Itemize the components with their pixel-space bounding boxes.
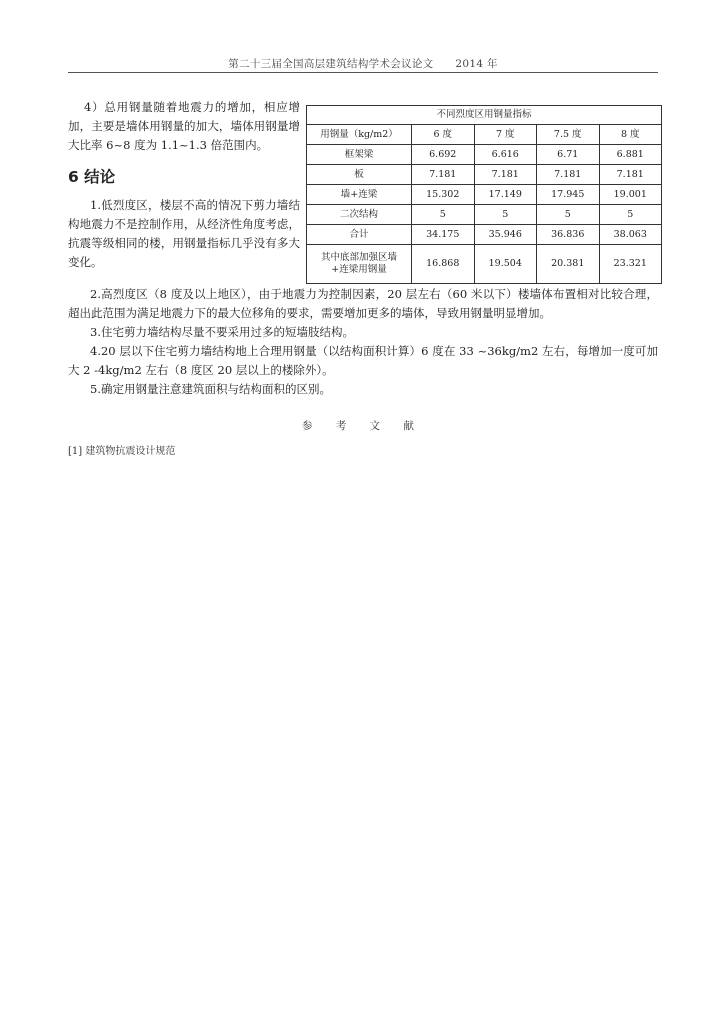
conclusion-2: 2.高烈度区（8 度及以上地区），由于地震力为控制因素，20 层左右（60 米以下）楼墙体布置相对比较合理，超出此范围为满足地震力下的最大位移角的要求，需要增加更多的墙体，导致用钢量明显增加。 — [68, 287, 658, 320]
table-row — [307, 165, 662, 185]
table-cell: 6.881 — [599, 145, 662, 165]
table-row — [307, 145, 662, 165]
conclusion-3: 3.住宅剪力墙结构尽量不要采用过多的短墙肢结构。 — [90, 325, 354, 339]
table-header-cell: 用钢量（kg/m2） — [307, 125, 412, 145]
table-cell: 20.381 — [537, 245, 600, 284]
reference-item: [1] 建筑物抗震设计规范 — [68, 446, 176, 457]
table-header-cell: 7.5 度 — [537, 125, 600, 145]
table-cell: 5 — [599, 205, 662, 225]
conclusion-1: 1.低烈度区，楼层不高的情况下剪力墙结构地震力不是控制作用，从经济性角度考虑，抗震等级相同的楼，用钢量指标几乎没有多大变化。 — [68, 198, 300, 269]
conference-title: 第二十三届全国高层建筑结构学术会议论文 — [228, 58, 434, 70]
row-label: 合计 — [307, 225, 412, 245]
conclusion-5: 5.确定用钢量注意建筑面积与结构面积的区别。 — [90, 382, 331, 396]
table-cell: 7.181 — [537, 165, 600, 185]
row-label-line: +连梁用钢量 — [331, 264, 387, 275]
table-cell: 16.868 — [412, 245, 475, 284]
running-header — [68, 56, 658, 71]
table-cell: 7.181 — [599, 165, 662, 185]
table-row — [307, 205, 662, 225]
header-year: 2014 年 — [455, 58, 498, 70]
row-label — [307, 245, 412, 284]
table-header-cell: 7 度 — [474, 125, 537, 145]
table-cell: 19.001 — [599, 185, 662, 205]
table-row — [307, 185, 662, 205]
table-cell: 35.946 — [474, 225, 537, 245]
table-cell: 23.321 — [599, 245, 662, 284]
table-row — [307, 245, 662, 284]
table-caption: 不同烈度区用钢量指标 — [307, 106, 662, 125]
row-label-line: 其中底部加强区墙 — [320, 252, 397, 263]
table-caption-row — [307, 106, 662, 125]
table-cell: 19.504 — [474, 245, 537, 284]
table-cell: 7.181 — [412, 165, 475, 185]
row-label: 墙+连梁 — [307, 185, 412, 205]
references-title: 参 考 文 献 — [301, 420, 424, 432]
table-cell: 38.063 — [599, 225, 662, 245]
table-row — [307, 225, 662, 245]
header-rule — [68, 72, 658, 73]
table-cell: 36.836 — [537, 225, 600, 245]
paragraph-steel-increase: 4）总用钢量随着地震力的增加，相应增加，主要是墙体用钢量的加大，墙体用钢量增大比率 6~8 度为 1.1~1.3 倍范围内。 — [68, 100, 300, 152]
table-cell: 5 — [537, 205, 600, 225]
row-label: 板 — [307, 165, 412, 185]
table-header-cell: 8 度 — [599, 125, 662, 145]
table-cell: 5 — [474, 205, 537, 225]
table-cell: 7.181 — [474, 165, 537, 185]
conclusions-body — [68, 285, 658, 399]
section-title: 6 结论 — [68, 168, 116, 186]
table-cell: 6.71 — [537, 145, 600, 165]
table-cell: 15.302 — [412, 185, 475, 205]
steel-usage-table — [306, 105, 662, 284]
table-cell: 6.616 — [474, 145, 537, 165]
table-header-cell: 6 度 — [412, 125, 475, 145]
conclusion-4: 4.20 层以下住宅剪力墙结构地上合理用钢量（以结构面积计算）6 度在 33 ~36kg/m2 左右，每增加一度可加大 2 -4kg/m2 左右（8 度区 20 层以上的楼除外）。 — [68, 344, 658, 377]
table-cell: 17.945 — [537, 185, 600, 205]
table-cell: 34.175 — [412, 225, 475, 245]
row-label: 二次结构 — [307, 205, 412, 225]
row-label: 框架梁 — [307, 145, 412, 165]
table-cell: 17.149 — [474, 185, 537, 205]
table-cell: 6.692 — [412, 145, 475, 165]
table-header-row — [307, 125, 662, 145]
table-cell: 5 — [412, 205, 475, 225]
left-column — [68, 98, 300, 272]
